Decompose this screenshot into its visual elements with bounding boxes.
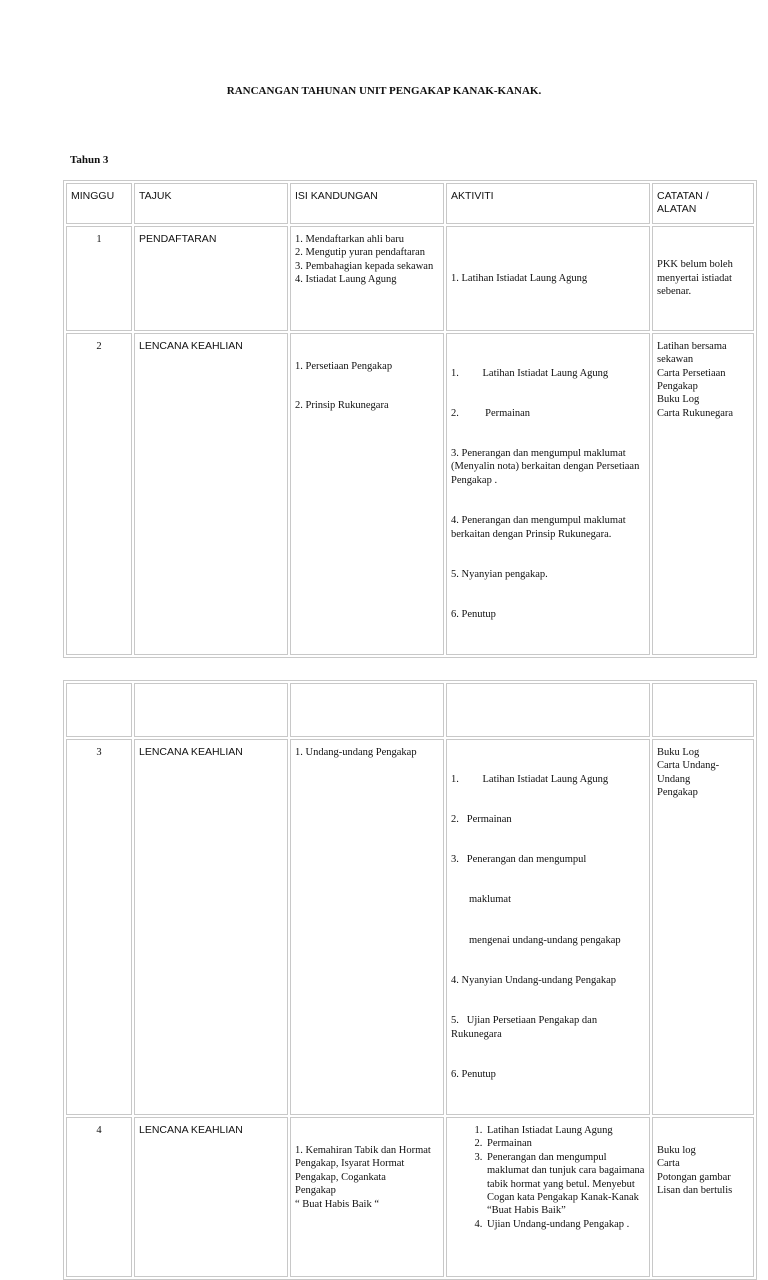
catatan-item: Carta Undang-Undang	[657, 760, 720, 785]
isi-item: Pengakap, Isyarat Hormat	[295, 1158, 405, 1170]
isi-item: 4. Istiadat Laung Agung	[295, 274, 397, 286]
row-catatan	[652, 739, 754, 1115]
header-isi-kandungan: ISI KANDUNGAN	[290, 183, 444, 224]
row-aktiviti	[446, 226, 650, 331]
isi-item: 1. Kemahiran Tabik dan Hormat	[295, 1144, 431, 1156]
row-catatan	[652, 226, 754, 331]
isi-item: Pengakap	[295, 1185, 336, 1197]
catatan-item: Lisan dan bertulis	[657, 1185, 733, 1197]
row-aktiviti	[446, 333, 650, 655]
empty-cell	[290, 683, 444, 737]
document-title: RANCANGAN TAHUNAN UNIT PENGAKAP KANAK-KANAK.	[226, 85, 542, 97]
plan-table-page-2	[63, 680, 757, 1280]
header-tajuk: TAJUK	[134, 183, 288, 224]
aktiviti-item: 4. Nyanyian Undang-undang Pengakap	[451, 974, 617, 986]
aktiviti-item: 1. Latihan Istiadat Laung Agung	[451, 272, 588, 284]
catatan-item: Carta	[657, 1158, 680, 1170]
catatan-item: Buku Log	[657, 394, 700, 406]
header-catatan-alatan: CATATAN / ALATAN	[652, 183, 754, 224]
aktiviti-item: 6. Penutup	[451, 608, 496, 620]
row-tajuk: PENDAFTARAN	[134, 226, 288, 331]
aktiviti-item: 1. Latihan Istiadat Laung Agung	[451, 367, 609, 379]
plan-table-page-1	[63, 180, 757, 658]
isi-item: 1. Persetiaan Pengakap	[295, 360, 393, 372]
row-aktiviti	[446, 1117, 650, 1277]
table-header-row	[66, 183, 754, 224]
row-catatan	[652, 1117, 754, 1277]
aktiviti-item: 1. Latihan Istiadat Laung Agung	[451, 773, 609, 785]
aktiviti-item: 3. Penerangan dan mengumpul maklumat (Menyalin nota) berkaitan dengan Persetiaan Pengakap .	[451, 448, 642, 486]
isi-item: 1. Mendaftarkan ahli baru	[295, 233, 405, 245]
aktiviti-item: maklumat	[469, 894, 511, 906]
aktiviti-item: 2. Permainan	[451, 407, 531, 419]
row-isi-kandungan	[290, 226, 444, 331]
row-minggu: 4	[66, 1117, 132, 1277]
isi-item: “ Buat Habis Baik “	[295, 1198, 379, 1210]
table-row	[66, 333, 754, 655]
aktiviti-item: 4. Ujian Undang-undang Pengakap .	[485, 1218, 645, 1231]
row-isi-kandungan	[290, 1117, 444, 1277]
catatan-item: Potongan gambar	[657, 1171, 731, 1183]
catatan-item: Carta Persetiaan Pengakap	[657, 367, 726, 393]
aktiviti-item: 5. Ujian Persetiaan Pengakap dan Rukunegara	[451, 1015, 600, 1040]
row-minggu: 1	[66, 226, 132, 331]
aktiviti-item: 4. Penerangan dan mengumpul maklumat berkaitan dengan Prinsip Rukunegara.	[451, 515, 629, 540]
row-isi-kandungan	[290, 333, 444, 655]
header-minggu: MINGGU	[66, 183, 132, 224]
aktiviti-item: 5. Nyanyian pengakap.	[451, 568, 548, 580]
row-minggu: 2	[66, 333, 132, 655]
catatan-item: PKK belum boleh menyertai istiadat sebenar.	[657, 259, 733, 298]
catatan-item: Buku Log	[657, 747, 700, 758]
table-row	[66, 1117, 754, 1277]
isi-item: 1. Undang-undang Pengakap	[295, 747, 417, 758]
catatan-item: Carta Rukunegara	[657, 407, 734, 419]
header-aktiviti: AKTIVITI	[446, 183, 650, 224]
isi-item: 3. Pembahagian kepada sekawan	[295, 260, 434, 272]
row-tajuk: LENCANA KEAHLIAN	[134, 333, 288, 655]
row-catatan	[652, 333, 754, 655]
empty-cell	[66, 683, 132, 737]
catatan-item: Buku log	[657, 1144, 696, 1156]
table-empty-header-row	[66, 683, 754, 737]
row-aktiviti	[446, 739, 650, 1115]
year-label: Tahun 3	[70, 154, 109, 166]
catatan-item: Pengakap	[657, 787, 698, 799]
isi-item: 2. Mengutip yuran pendaftaran	[295, 247, 426, 259]
row-tajuk: LENCANA KEAHLIAN	[134, 1117, 288, 1277]
aktiviti-item: 2. Permainan	[451, 814, 512, 826]
aktiviti-list	[451, 1124, 645, 1231]
row-isi-kandungan	[290, 739, 444, 1115]
aktiviti-item: 2. Permainan	[485, 1137, 645, 1150]
isi-item: Pengakap, Cogankata	[295, 1171, 386, 1183]
aktiviti-item: mengenai undang-undang pengakap	[469, 934, 621, 946]
aktiviti-item: 3. Penerangan dan mengumpul	[451, 854, 587, 866]
aktiviti-item: 3. Penerangan dan mengumpul maklumat dan tunjuk cara bagaimana tabik hormat yang betul. Menyebut Cogan kata Pengakap Kanak-Kanak “Buat Habis Baik”	[485, 1151, 645, 1218]
aktiviti-item: 6. Penutup	[451, 1068, 496, 1080]
isi-item: 2. Prinsip Rukunegara	[295, 400, 389, 412]
table-row	[66, 739, 754, 1115]
aktiviti-item: 1. Latihan Istiadat Laung Agung	[485, 1124, 645, 1137]
empty-cell	[652, 683, 754, 737]
table-row	[66, 226, 754, 331]
catatan-item: Latihan bersama sekawan	[657, 340, 727, 366]
row-minggu: 3	[66, 739, 132, 1115]
empty-cell	[134, 683, 288, 737]
empty-cell	[446, 683, 650, 737]
row-tajuk: LENCANA KEAHLIAN	[134, 739, 288, 1115]
